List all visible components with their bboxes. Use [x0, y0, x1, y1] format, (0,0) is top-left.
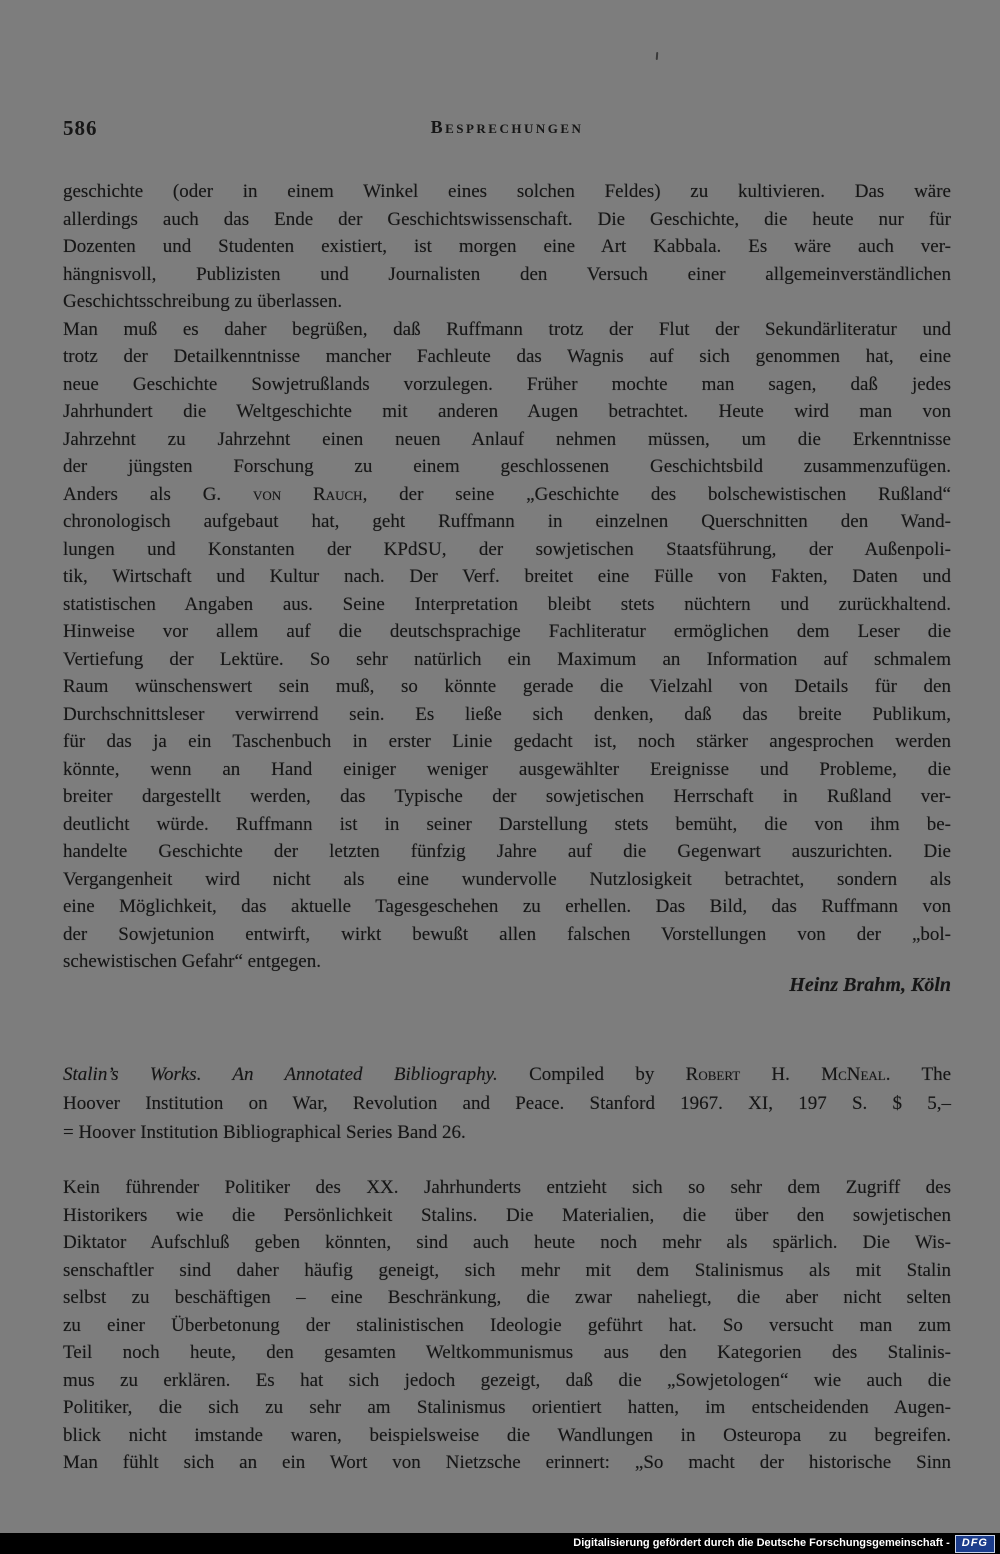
running-header-title: Besprechungen	[430, 117, 584, 137]
text-line: Vergangenheit wird nicht als eine wundervolle Nutzlosigkeit betrachtet, sondern als	[63, 868, 951, 890]
digitization-credit: Digitalisierung gefördert durch die Deutsche Forschungsgemeinschaft -	[573, 1537, 950, 1549]
text-line: Man muß es daher begrüßen, daß Ruffmann trotz der Flut der Sekundärliteratur und	[63, 318, 951, 340]
text-line: handelte Geschichte der letzten fünfzig Jahre auf die Gegenwart auszurichten. Die	[63, 841, 951, 862]
digitization-footer-bar	[0, 1533, 1000, 1554]
text-line: zu einer Überbetonung der stalinistischen Ideologie geführt hat. So versucht man zum	[63, 1314, 951, 1336]
text-line: neue Geschichte Sowjetrußlands vorzulegen. Früher mochte man sagen, daß jedes	[63, 373, 951, 395]
reviewer-signature: Heinz Brahm, Köln	[789, 974, 951, 996]
text-line: selbst zu beschäftigen – eine Beschränkung, die zwar naheliegt, die aber nicht selten	[63, 1287, 951, 1308]
text-line: Jahrzehnt zu Jahrzehnt einen neuen Anlauf nehmen müssen, um die Erkenntnisse	[63, 428, 951, 450]
text-line: der Sowjetunion entwirft, wirkt bewußt allen falschen Vorstellungen von der „bol-	[63, 923, 951, 945]
text-line: Politiker, die sich zu sehr am Stalinismus orientiert hatten, im entscheidenden Augen-	[63, 1397, 951, 1418]
review-mcneal-text	[63, 1174, 951, 1477]
text-line: = Hoover Institution Bibliographical Series Band 26.	[63, 1122, 466, 1143]
text-line: Hinweise vor allem auf die deutschsprachige Fachliteratur ermöglichen dem Leser die	[63, 621, 951, 642]
page-header	[63, 116, 951, 142]
review-ruffmann-text	[63, 178, 951, 976]
text-line: der jüngsten Forschung zu einem geschlossenen Geschichtsbild zusammenzufügen.	[63, 456, 951, 477]
text-line: Anders als G. von Rauch, der seine „Geschichte des bolschewistischen Rußland“	[63, 483, 951, 505]
text-line: Jahrhundert die Weltgeschichte mit anderen Augen betrachtet. Heute wird man von	[63, 401, 951, 422]
text-line: hängnisvoll, Publizisten und Journalisten den Versuch einer allgemeinverständlichen	[63, 263, 951, 285]
dfg-logo: DFG	[955, 1535, 995, 1553]
text-line: chronologisch aufgebaut hat, geht Ruffmann in einzelnen Querschnitten den Wand-	[63, 511, 951, 532]
text-line: Vertiefung der Lektüre. So sehr natürlich ein Maximum an Information auf schmalem	[63, 648, 951, 670]
text-line: deutlicht würde. Ruffmann ist in seiner Darstellung stets bemüht, die von ihm be-	[63, 813, 951, 835]
bibliographic-entry	[63, 1060, 951, 1147]
text-line: Stalin’s Works. An Annotated Bibliography. Compiled by Robert H. McNeal. The	[63, 1064, 952, 1085]
text-line: breiter dargestellt werden, das Typische der sowjetischen Herrschaft in Rußland ver-	[63, 786, 951, 807]
text-line: allerdings auch das Ende der Geschichtswissenschaft. Die Geschichte, die heute nur für	[63, 208, 951, 230]
text-line: Raum wünschenswert sein muß, so könnte gerade die Vielzahl von Details für den	[63, 676, 951, 697]
text-line: statistischen Angaben aus. Seine Interpretation bleibt stets nüchtern und zurückhaltend.	[63, 593, 951, 615]
text-line: Hoover Institution on War, Revolution and Peace. Stanford 1967. XI, 197 S. $ 5,–	[63, 1093, 951, 1114]
text-line: für das ja ein Taschenbuch in erster Linie gedacht ist, noch stärker angesprochen werden	[63, 731, 951, 752]
text-line: Man fühlt sich an ein Wort von Nietzsche erinnert: „So macht der historische Sinn	[63, 1452, 951, 1473]
page-number: 586	[63, 116, 98, 140]
text-line: Dozenten und Studenten existiert, ist morgen eine Art Kabbala. Es wäre auch ver-	[63, 236, 951, 257]
text-line: Teil noch heute, den gesamten Weltkommunismus aus den Kategorien des Stalinis-	[63, 1342, 951, 1363]
text-line: senschaftler sind daher häufig geneigt, sich mehr mit dem Stalinismus als mit Stalin	[63, 1259, 951, 1281]
text-line: schewistischen Gefahr“ entgegen.	[63, 951, 321, 972]
text-line: Durchschnittsleser verwirrend sein. Es ließe sich denken, daß das breite Publikum,	[63, 703, 951, 725]
text-line: geschichte (oder in einem Winkel eines solchen Feldes) zu kultivieren. Das wäre	[63, 181, 951, 202]
text-line: Geschichtsschreibung zu überlassen.	[63, 291, 343, 312]
text-line: mus zu erklären. Es hat sich jedoch gezeigt, daß die „Sowjetologen“ wie auch die	[63, 1369, 951, 1391]
text-line: blick nicht imstande waren, beispielsweise die Wandlungen in Osteuropa zu begreifen.	[63, 1424, 951, 1446]
text-line: Historikers wie die Persönlichkeit Stalins. Die Materialien, die über den sowjetischen	[63, 1204, 951, 1226]
text-line: Kein führender Politiker des XX. Jahrhunderts entzieht sich so sehr dem Zugriff des	[63, 1177, 951, 1198]
text-line: Diktator Aufschluß geben könnten, sind auch heute noch mehr als spärlich. Die Wis-	[63, 1232, 951, 1253]
scan-speck-artifact	[656, 52, 659, 60]
text-line: könnte, wenn an Hand einiger weniger ausgewählter Ereignisse und Probleme, die	[63, 758, 951, 780]
text-line: eine Möglichkeit, das aktuelle Tagesgeschehen zu erhellen. Das Bild, das Ruffmann von	[63, 896, 951, 917]
text-line: tik, Wirtschaft und Kultur nach. Der Verf. breitet eine Fülle von Fakten, Daten und	[63, 566, 951, 587]
text-line: lungen und Konstanten der KPdSU, der sowjetischen Staatsführung, der Außenpoli-	[63, 538, 951, 560]
text-line: trotz der Detailkenntnisse mancher Fachleute das Wagnis auf sich genommen hat, eine	[63, 346, 951, 367]
